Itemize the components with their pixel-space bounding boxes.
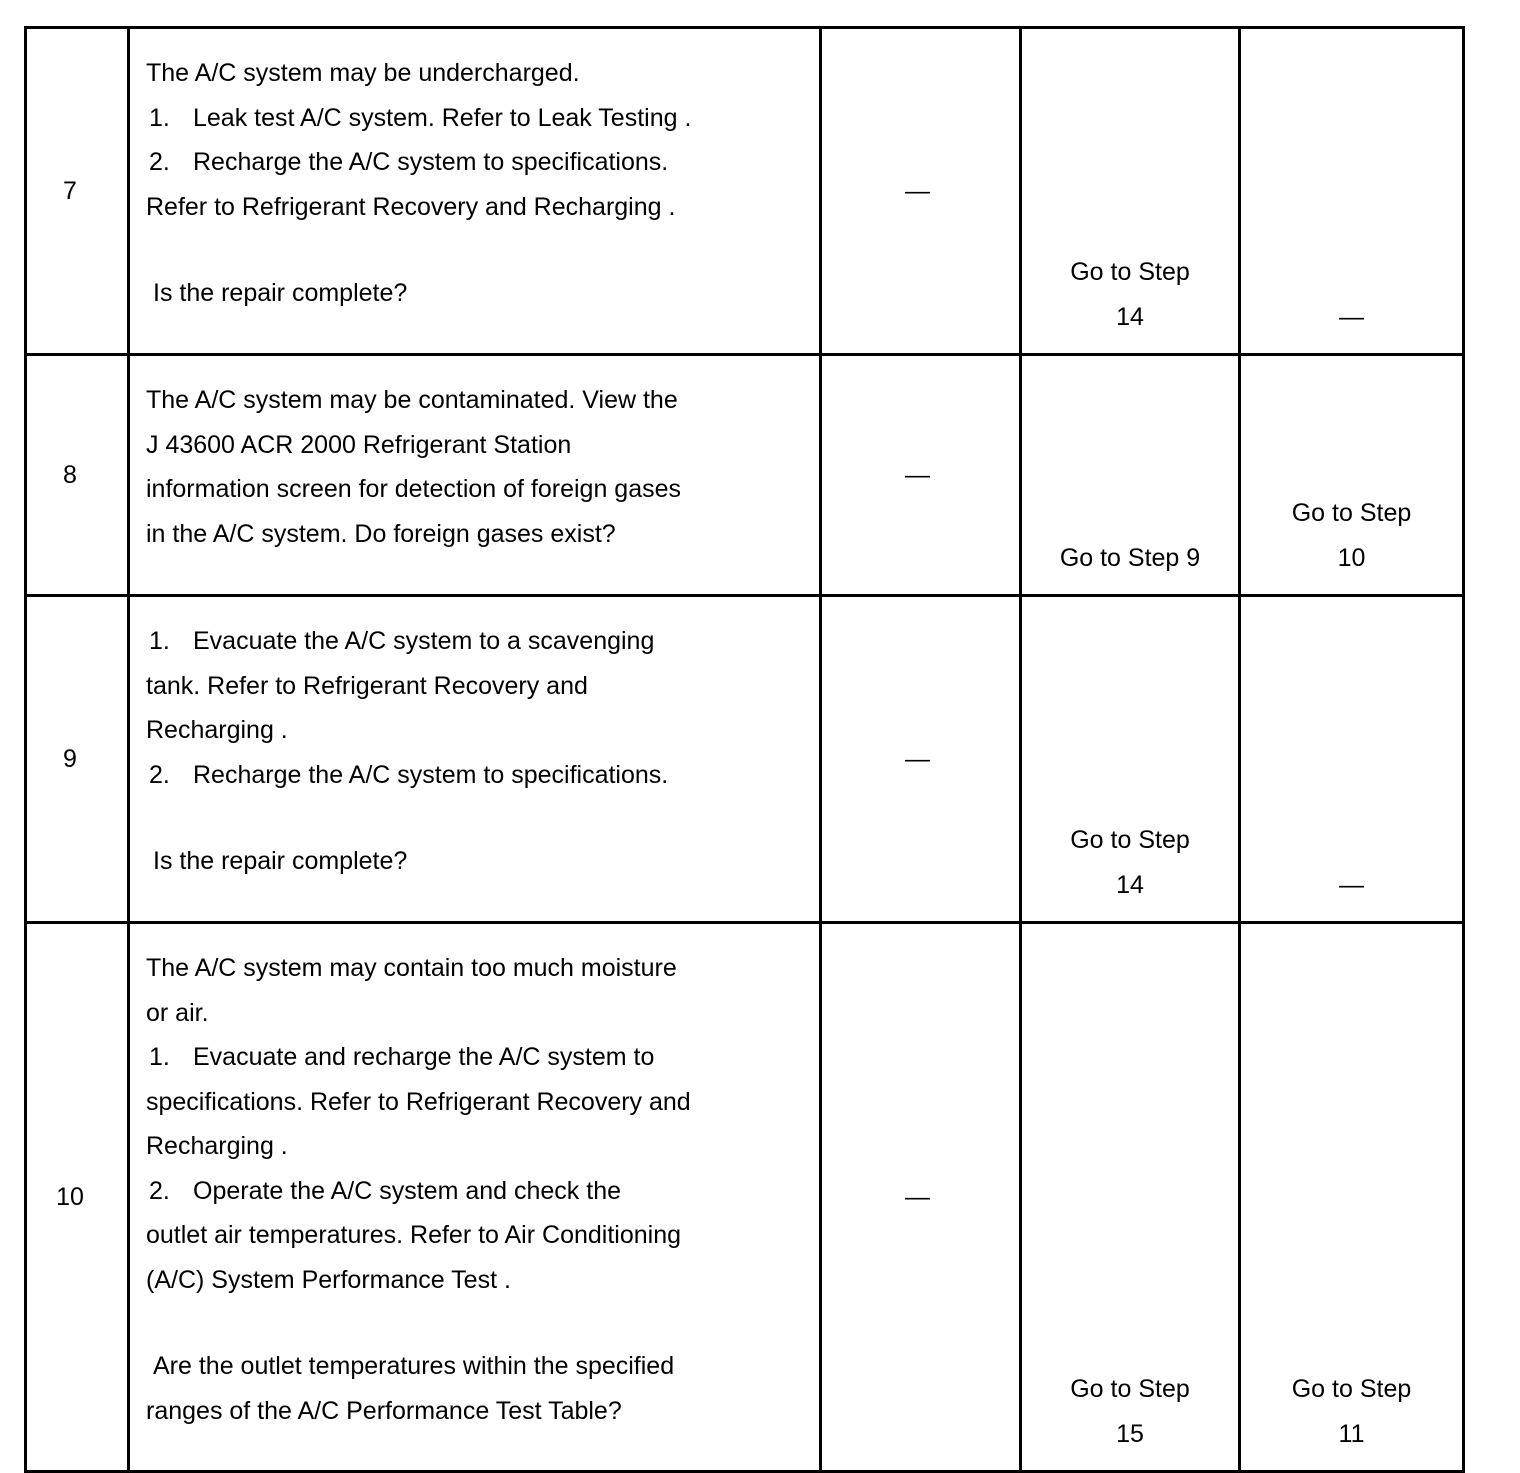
action-line: Refer to Refrigerant Recovery and Recharging . xyxy=(146,192,676,221)
list-number: 1. xyxy=(149,627,170,655)
value-cell: — xyxy=(821,28,1021,355)
no-text: — xyxy=(1339,302,1364,331)
no-text: 11 xyxy=(1338,1419,1365,1448)
question-text: ranges of the A/C Performance Test Table? xyxy=(146,1396,622,1425)
action-cell xyxy=(129,923,821,1472)
action-line xyxy=(146,1035,819,1080)
action-cell xyxy=(129,355,821,596)
table-row xyxy=(26,596,1464,923)
step-number: 9 xyxy=(26,596,129,923)
step-number: 10 xyxy=(26,923,129,1472)
action-line xyxy=(146,96,819,141)
yes-text: Go to Step xyxy=(1070,258,1190,286)
action-line xyxy=(146,753,819,798)
no-text: — xyxy=(1339,870,1364,899)
list-number: 1. xyxy=(149,103,170,132)
yes-cell xyxy=(1021,28,1240,355)
action-line: The A/C system may be contaminated. View the xyxy=(146,386,678,414)
list-text: Recharge the A/C system to specifications. xyxy=(193,760,669,789)
list-text: Recharge the A/C system to specifications. xyxy=(193,148,669,176)
diagnostic-step-table xyxy=(24,26,1465,1473)
no-cell xyxy=(1240,596,1464,923)
no-cell xyxy=(1240,28,1464,355)
action-line xyxy=(146,619,819,664)
list-text: Evacuate the A/C system to a scavenging xyxy=(193,627,655,655)
no-text: Go to Step xyxy=(1291,499,1412,527)
list-number: 2. xyxy=(149,1176,170,1205)
list-text: Operate the A/C system and check the xyxy=(193,1176,622,1205)
action-cell xyxy=(129,596,821,923)
yes-text: 15 xyxy=(1116,1419,1144,1448)
yes-text: Go to Step 9 xyxy=(1059,543,1201,572)
list-number: 1. xyxy=(149,1043,170,1071)
action-line: Recharging . xyxy=(146,1132,288,1160)
action-line: The A/C system may be undercharged. xyxy=(146,59,580,87)
action-line: (A/C) System Performance Test . xyxy=(146,1265,511,1294)
question-text: Are the outlet temperatures within the specified xyxy=(153,1352,675,1380)
value-cell: — xyxy=(821,355,1021,596)
list-number: 2. xyxy=(149,760,170,789)
yes-text: 14 xyxy=(1116,870,1144,899)
no-text: 10 xyxy=(1337,543,1366,572)
action-line xyxy=(146,140,819,185)
yes-text: Go to Step xyxy=(1070,826,1190,854)
yes-cell xyxy=(1021,923,1240,1472)
yes-text: Go to Step xyxy=(1070,1375,1190,1403)
action-line: in the A/C system. Do foreign gases exist? xyxy=(146,519,616,548)
action-line: tank. Refer to Refrigerant Recovery and xyxy=(146,671,588,700)
list-number: 2. xyxy=(149,148,170,176)
no-text: Go to Step xyxy=(1291,1375,1412,1403)
list-text: Leak test A/C system. Refer to Leak Testing . xyxy=(193,103,692,132)
action-line xyxy=(146,1169,819,1214)
question-text: Is the repair complete? xyxy=(153,279,408,307)
list-text: Evacuate and recharge the A/C system to xyxy=(193,1043,655,1071)
yes-cell xyxy=(1021,355,1240,596)
value-cell: — xyxy=(821,596,1021,923)
table-row xyxy=(26,355,1464,596)
action-line: or air. xyxy=(146,998,209,1027)
action-line: outlet air temperatures. Refer to Air Conditioning xyxy=(146,1221,681,1249)
action-line: specifications. Refer to Refrigerant Recovery and xyxy=(146,1087,691,1116)
action-line: The A/C system may contain too much moisture xyxy=(146,954,677,982)
action-cell xyxy=(129,28,821,355)
no-cell xyxy=(1240,355,1464,596)
table-row xyxy=(26,28,1464,355)
action-line: J 43600 ACR 2000 Refrigerant Station xyxy=(146,430,572,459)
yes-text: 14 xyxy=(1116,302,1144,331)
action-line: information screen for detection of foreign gases xyxy=(146,475,682,503)
step-number: 8 xyxy=(26,355,129,596)
step-number: 7 xyxy=(26,28,129,355)
yes-cell xyxy=(1021,596,1240,923)
value-cell: — xyxy=(821,923,1021,1472)
table-row xyxy=(26,923,1464,1472)
question-text: Is the repair complete? xyxy=(153,847,408,875)
no-cell xyxy=(1240,923,1464,1472)
action-line: Recharging . xyxy=(146,716,288,744)
